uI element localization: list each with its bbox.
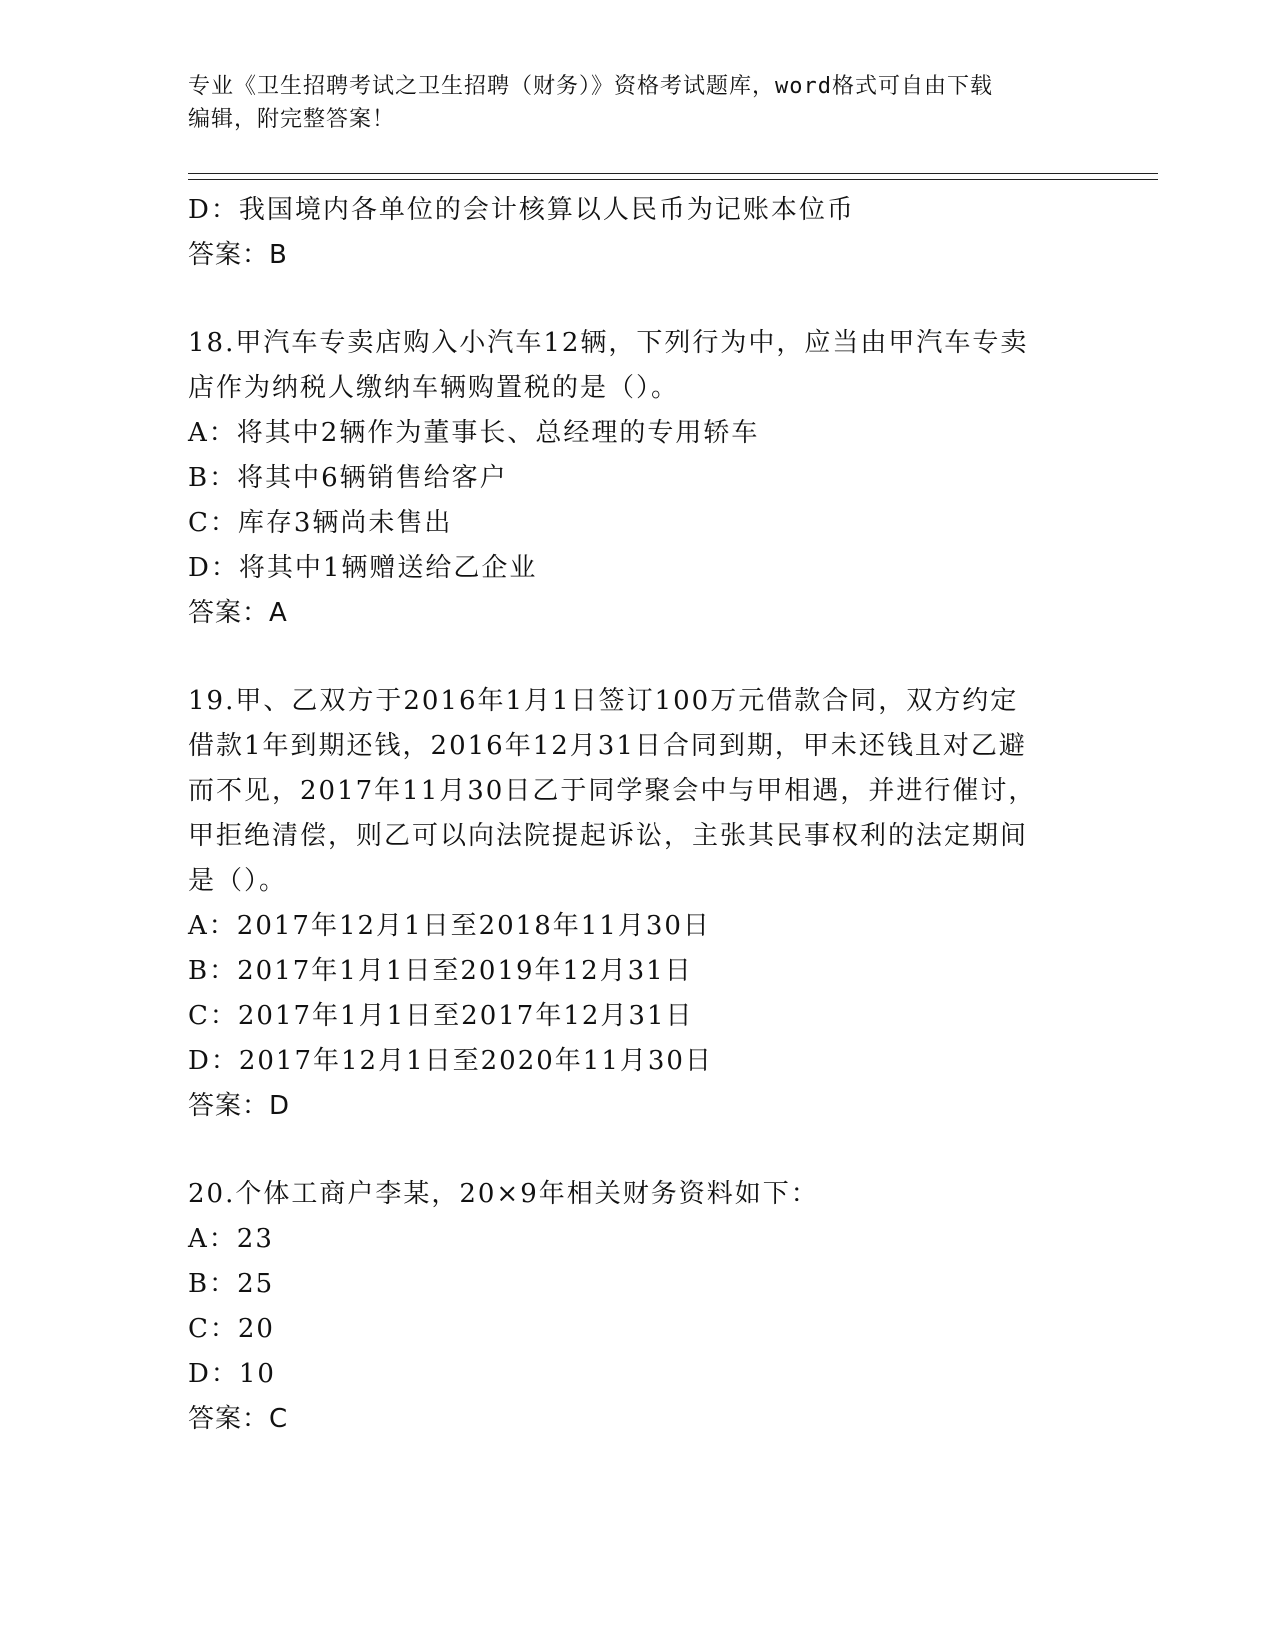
question-content <box>188 188 1088 1442</box>
header-line-1: 专业《卫生招聘考试之卫生招聘（财务）》资格考试题库，word格式可自由下载 <box>188 74 993 99</box>
option-c: C：20 <box>188 1314 275 1344</box>
question-20 <box>188 1172 1088 1442</box>
answer: 答案：D <box>188 1091 291 1121</box>
question-text-line: 借款1年到期还钱，2016年12月31日合同到期，甲未还钱且对乙避 <box>188 731 1027 761</box>
header-rule-bottom <box>188 179 1158 180</box>
prev-option-d: D：我国境内各单位的会计核算以人民币为记账本位币 <box>188 195 855 225</box>
header-line-2: 编辑，附完整答案！ <box>188 107 396 132</box>
option-b: B：25 <box>188 1269 275 1299</box>
spacer <box>188 636 1088 679</box>
header-rule-top <box>188 173 1158 174</box>
spacer <box>188 278 1088 321</box>
option-b: B：将其中6辆销售给客户 <box>188 463 508 493</box>
option-d: D：2017年12月1日至2020年11月30日 <box>188 1046 713 1076</box>
option-d: D：将其中1辆赠送给乙企业 <box>188 553 538 583</box>
question-text-line: 而不见，2017年11月30日乙于同学聚会中与甲相遇，并进行催讨， <box>188 776 1037 806</box>
option-c: C：2017年1月1日至2017年12月31日 <box>188 1001 694 1031</box>
option-a: A：2017年12月1日至2018年11月30日 <box>188 911 711 941</box>
question-18 <box>188 321 1088 636</box>
option-a: A：将其中2辆作为董事长、总经理的专用轿车 <box>188 418 760 448</box>
option-c: C：库存3辆尚未售出 <box>188 508 453 538</box>
answer: 答案：A <box>188 598 288 628</box>
question-text-line: 18.甲汽车专卖店购入小汽车12辆，下列行为中，应当由甲汽车专卖 <box>188 328 1029 358</box>
option-b: B：2017年1月1日至2019年12月31日 <box>188 956 693 986</box>
prev-answer: 答案：B <box>188 240 288 270</box>
question-text-line: 19.甲、乙双方于2016年1月1日签订100万元借款合同，双方约定 <box>188 686 1019 716</box>
option-a: A：23 <box>188 1224 274 1254</box>
question-text-line: 甲拒绝清偿，则乙可以向法院提起诉讼，主张其民事权利的法定期间 <box>188 821 1029 851</box>
answer: 答案：C <box>188 1404 289 1434</box>
question-text-line: 20.个体工商户李某，20×9年相关财务资料如下： <box>188 1179 819 1209</box>
spacer <box>188 1129 1088 1172</box>
question-19 <box>188 679 1088 1129</box>
question-text-line: 店作为纳税人缴纳车辆购置税的是（）。 <box>188 373 680 403</box>
document-header <box>188 70 1068 136</box>
question-text-line: 是（）。 <box>188 866 288 896</box>
option-d: D：10 <box>188 1359 276 1389</box>
